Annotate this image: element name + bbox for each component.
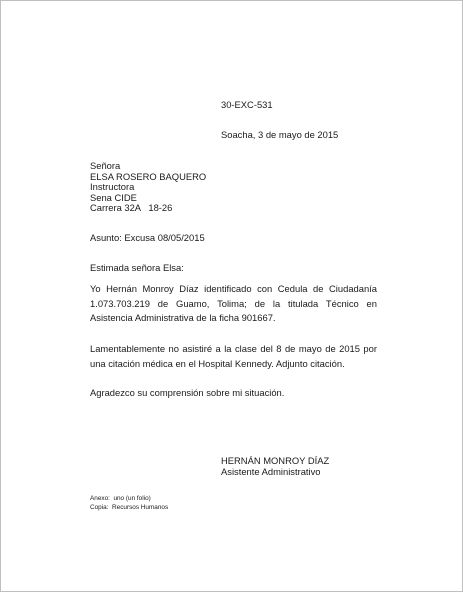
recipient-title: Instructora [90,181,135,192]
signature-name: HERNÁN MONROY DÍAZ [221,455,330,466]
recipient-address: Carrera 32A 18-26 [90,202,173,213]
subject-line: Asunto: Excusa 08/05/2015 [90,232,205,243]
signature-role: Asistente Administrativo [221,465,321,477]
annex-note: Anexo: uno (un folio) [90,495,151,502]
reference-code: 30-EXC-531 [221,99,273,110]
recipient-block [90,161,206,214]
greeting: Estimada señora Elsa: [90,262,184,273]
recipient-organization: Sena CIDE [90,191,137,203]
body-paragraph-3: Agradezco su comprensión sobre mi situación. [90,387,285,398]
recipient-salutation: Señora [90,160,121,171]
body-paragraph-1: Yo Hernán Monroy Díaz identificado con Cedula de Ciudadanía 1.073.703.219 de Guamo, Tolima; de la titulada Técnico en Asistencia Administrativa de la ficha 901667. [90,283,377,323]
copy-note: Copia: Recursos Humanos [90,503,169,511]
footer-notes [90,495,168,512]
place-date: Soacha, 3 de mayo de 2015 [221,129,339,140]
signature-block [221,456,329,477]
recipient-name: ELSA ROSERO BAQUERO [90,170,207,182]
body-paragraph-2: Lamentablemente no asistiré a la clase del 8 de mayo de 2015 por una citación médica en el Hospital Kennedy. Adjunto citación. [90,343,377,369]
